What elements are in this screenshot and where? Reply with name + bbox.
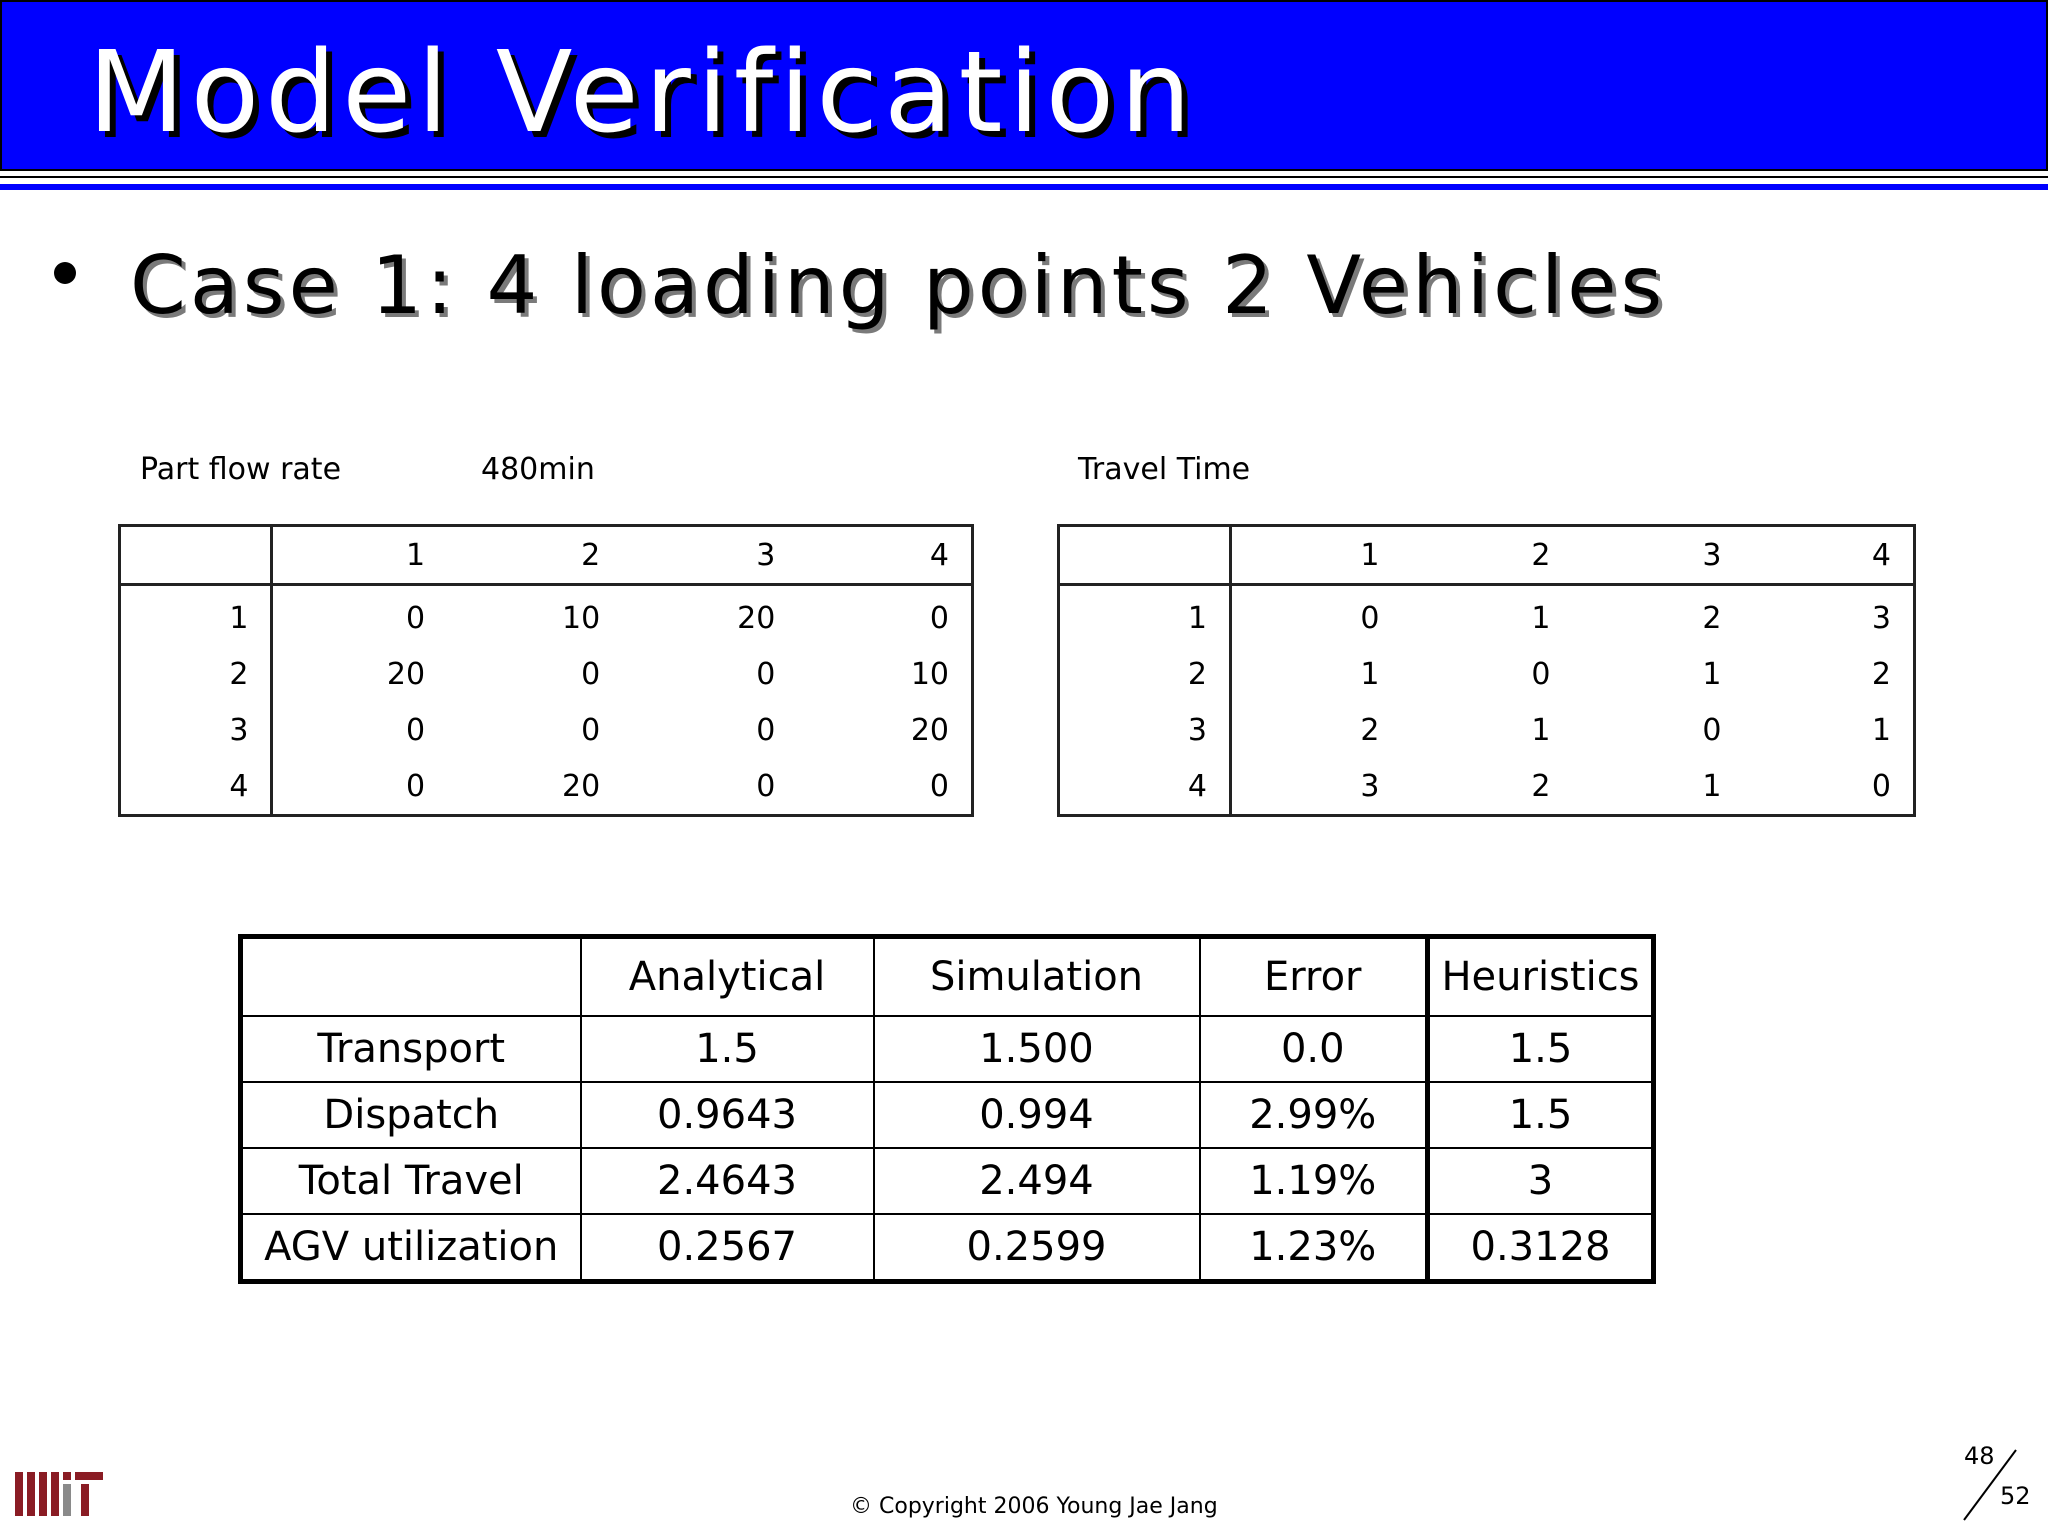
table-cell: 1 xyxy=(1531,712,1551,748)
table-row xyxy=(120,702,973,758)
table-cell: 1 xyxy=(1702,656,1722,692)
column-header: Heuristics xyxy=(1428,937,1654,1017)
table-cell: 1.19% xyxy=(1200,1148,1428,1214)
row-label: 3 xyxy=(120,702,272,758)
bullet-text: Case 1: 4 loading points 2 Vehicles xyxy=(130,239,1667,332)
table-cell: 1.5 xyxy=(581,1016,874,1082)
table-cell: 0.2599 xyxy=(874,1214,1200,1282)
table-cell: 20 xyxy=(910,712,949,748)
table-cell: 3 xyxy=(1871,600,1891,636)
column-header: 2 xyxy=(1402,526,1573,585)
table-cell: 0 xyxy=(1360,600,1380,636)
table-row xyxy=(120,646,973,702)
column-header: Analytical xyxy=(581,937,874,1017)
row-label: 4 xyxy=(120,758,272,816)
corner-cell xyxy=(120,526,272,585)
table-cell: 0 xyxy=(1871,768,1891,804)
table-row xyxy=(241,1148,1654,1214)
table-header-row xyxy=(1059,526,1915,585)
table-header-row xyxy=(241,937,1654,1017)
column-header: 3 xyxy=(622,526,797,585)
table-cell: 10 xyxy=(562,600,601,636)
travel-time-table xyxy=(1057,524,1916,817)
table-cell: 0 xyxy=(756,768,776,804)
bullet-icon xyxy=(54,262,76,284)
table-cell: 2 xyxy=(1871,656,1891,692)
table-cell: 2 xyxy=(1360,712,1380,748)
table-cell: 1.5 xyxy=(1428,1016,1654,1082)
table-cell: 2 xyxy=(1702,600,1722,636)
table-cell: 1.23% xyxy=(1200,1214,1428,1282)
table-cell: 20 xyxy=(562,768,601,804)
row-label: Total Travel xyxy=(241,1148,581,1214)
row-label: Transport xyxy=(241,1016,581,1082)
table-cell: 0 xyxy=(1531,656,1551,692)
page-number-current: 48 xyxy=(1964,1442,1995,1470)
table-cell: 1 xyxy=(1702,768,1722,804)
table-row xyxy=(120,758,973,816)
table-cell: 0 xyxy=(756,656,776,692)
column-header: 4 xyxy=(1744,526,1915,585)
column-header: 1 xyxy=(272,526,447,585)
travel-table-caption: Travel Time xyxy=(1078,452,1251,487)
table-row xyxy=(241,1082,1654,1148)
title-accent-rule xyxy=(0,184,2048,190)
flow-table-caption: Part flow rate xyxy=(140,452,342,487)
flow-table-unit: 480min xyxy=(481,452,595,487)
slide-title: Model Verification xyxy=(88,28,1198,158)
row-label: 4 xyxy=(1059,758,1231,816)
table-cell: 0.3128 xyxy=(1428,1214,1654,1282)
table-cell: 20 xyxy=(386,656,426,692)
table-cell: 1 xyxy=(1360,656,1380,692)
table-cell: 0 xyxy=(929,768,949,804)
row-label: AGV utilization xyxy=(241,1214,581,1282)
table-cell: 3 xyxy=(1428,1148,1654,1214)
table-cell: 1 xyxy=(1531,600,1551,636)
table-cell: 1 xyxy=(1871,712,1891,748)
table-row xyxy=(120,585,973,647)
table-cell: 0.0 xyxy=(1200,1016,1428,1082)
table-cell: 0 xyxy=(1702,712,1722,748)
table-header-row xyxy=(120,526,973,585)
table-cell: 0 xyxy=(405,712,426,748)
mit-logo-icon xyxy=(15,1472,103,1516)
table-cell: 2.99% xyxy=(1200,1082,1428,1148)
column-header: Simulation xyxy=(874,937,1200,1017)
table-cell: 0 xyxy=(756,712,776,748)
row-label: Dispatch xyxy=(241,1082,581,1148)
row-label: 2 xyxy=(120,646,272,702)
table-row xyxy=(1059,702,1915,758)
table-cell: 0.9643 xyxy=(581,1082,874,1148)
table-cell: 0.2567 xyxy=(581,1214,874,1282)
table-cell: 10 xyxy=(910,656,949,692)
column-header: 2 xyxy=(447,526,622,585)
table-cell: 0 xyxy=(581,656,601,692)
row-label: 1 xyxy=(1059,585,1231,647)
row-label: 3 xyxy=(1059,702,1231,758)
table-row xyxy=(1059,758,1915,816)
table-cell: 2.4643 xyxy=(581,1148,874,1214)
column-header: 1 xyxy=(1231,526,1402,585)
corner-cell xyxy=(241,937,581,1017)
table-cell: 3 xyxy=(1360,768,1380,804)
table-cell: 1.5 xyxy=(1428,1082,1654,1148)
table-cell: 20 xyxy=(737,600,776,636)
table-row xyxy=(241,1016,1654,1082)
table-row xyxy=(241,1214,1654,1282)
results-table xyxy=(238,934,1656,1284)
table-cell: 0 xyxy=(405,600,426,636)
table-cell: 0.994 xyxy=(874,1082,1200,1148)
table-row xyxy=(1059,585,1915,647)
table-cell: 0 xyxy=(929,600,949,636)
table-row xyxy=(1059,646,1915,702)
title-divider xyxy=(0,176,2048,178)
copyright-text: © Copyright 2006 Young Jae Jang xyxy=(850,1494,1218,1519)
column-header: 3 xyxy=(1573,526,1744,585)
page-number-total: 52 xyxy=(2000,1482,2031,1510)
table-cell: 2.494 xyxy=(874,1148,1200,1214)
table-cell: 0 xyxy=(405,768,426,804)
table-cell: 1.500 xyxy=(874,1016,1200,1082)
row-label: 1 xyxy=(120,585,272,647)
column-header: 4 xyxy=(797,526,972,585)
table-cell: 0 xyxy=(581,712,601,748)
table-cell: 2 xyxy=(1531,768,1551,804)
column-header: Error xyxy=(1200,937,1428,1017)
flow-rate-table xyxy=(118,524,974,817)
row-label: 2 xyxy=(1059,646,1231,702)
corner-cell xyxy=(1059,526,1231,585)
